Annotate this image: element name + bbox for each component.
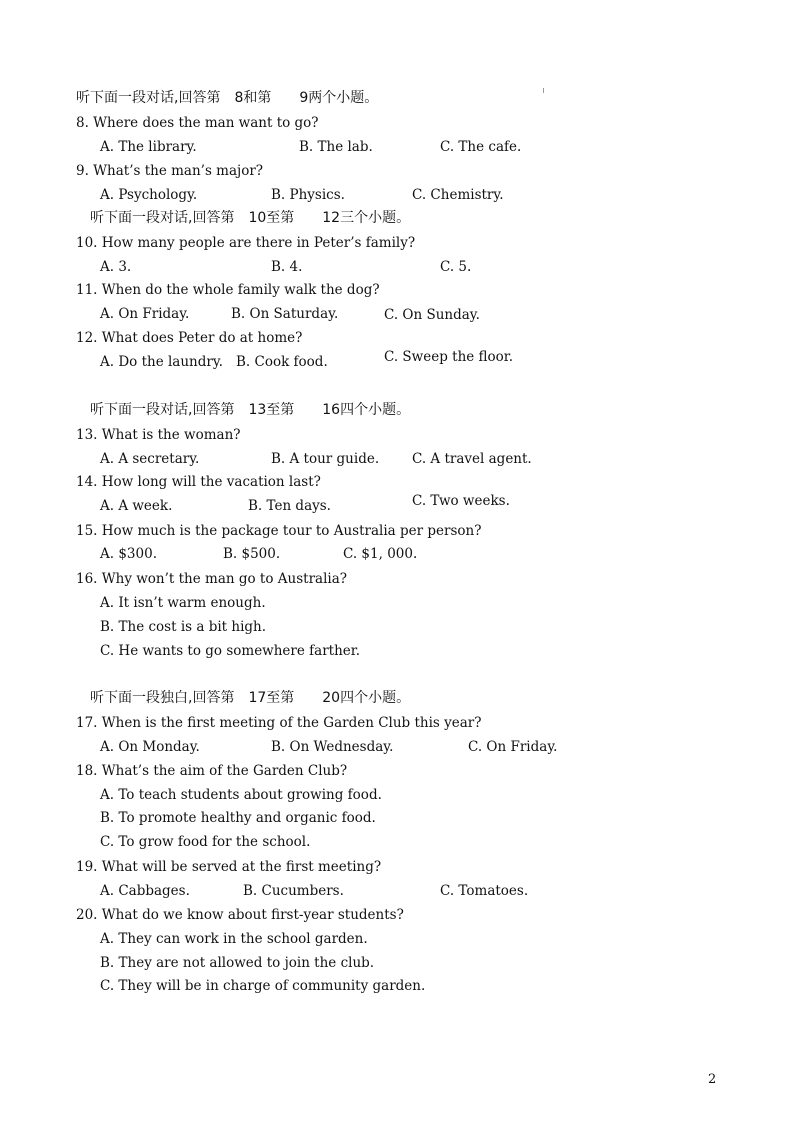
question-text: 10. How many people are there in Peter’s family?: [76, 235, 416, 251]
option-c: C. Two weeks.: [412, 493, 510, 509]
option-b: B. To promote healthy and organic food.: [100, 810, 376, 826]
question-text: 19. What will be served at the first meeting?: [76, 859, 382, 875]
question-text: 14. How long will the vacation last?: [76, 474, 321, 490]
option-b: B. On Wednesday.: [271, 739, 394, 755]
option-b: B. On Saturday.: [231, 306, 339, 322]
option-a: A. $300.: [100, 546, 157, 562]
question-text: 18. What’s the aim of the Garden Club?: [76, 763, 348, 779]
question-text: 9. What’s the man’s major?: [76, 163, 264, 179]
question-text: 11. When do the whole family walk the dog?: [76, 282, 380, 298]
option-c: C. $1, 000.: [343, 546, 418, 562]
option-a: A. To teach students about growing food.: [100, 787, 382, 803]
option-c: C. On Sunday.: [384, 307, 480, 323]
option-b: B. They are not allowed to join the club.: [100, 955, 375, 971]
option-a: A. Cabbages.: [100, 883, 190, 899]
option-a: A. On Monday.: [100, 739, 200, 755]
option-c: C. Chemistry.: [412, 187, 504, 203]
question-text: 8. Where does the man want to go?: [76, 115, 319, 131]
option-c: C. On Friday.: [468, 739, 558, 755]
section-header: 听下面一段独白,回答第 17至第 20四个小题。: [90, 690, 411, 706]
option-c: C. A travel agent.: [412, 451, 532, 467]
page-number: 2: [708, 1072, 717, 1087]
option-c: C. The cafe.: [440, 139, 522, 155]
option-a: A. Psychology.: [100, 187, 198, 203]
question-text: 20. What do we know about first-year students?: [76, 907, 404, 923]
section-header: 听下面一段对话,回答第 13至第 16四个小题。: [90, 402, 411, 418]
option-b: B. A tour guide.: [271, 451, 380, 467]
option-a: A. They can work in the school garden.: [100, 931, 368, 947]
option-b: B. Cook food.: [236, 354, 328, 370]
option-a: A. It isn’t warm enough.: [100, 595, 266, 611]
option-a: A. Do the laundry.: [100, 354, 223, 370]
question-text: 15. How much is the package tour to Australia per person?: [76, 523, 482, 539]
option-b: B. Ten days.: [248, 498, 331, 514]
option-b: B. $500.: [223, 546, 281, 562]
option-b: B. 4.: [271, 259, 303, 275]
question-text: 13. What is the woman?: [76, 427, 241, 443]
option-a: A. The library.: [100, 139, 197, 155]
option-a: A. On Friday.: [100, 306, 190, 322]
option-b: B. The lab.: [299, 139, 373, 155]
section-header: 听下面一段对话,回答第 8和第 9两个小题。: [76, 90, 379, 106]
question-text: 16. Why won’t the man go to Australia?: [76, 571, 347, 587]
question-text: 17. When is the first meeting of the Garden Club this year?: [76, 715, 482, 731]
option-c: C. To grow food for the school.: [100, 834, 311, 850]
option-c: C. They will be in charge of community garden.: [100, 978, 426, 994]
option-b: B. The cost is a bit high.: [100, 619, 267, 635]
option-b: B. Physics.: [271, 187, 345, 203]
option-c: C. Tomatoes.: [440, 883, 529, 899]
option-c: C. 5.: [440, 259, 472, 275]
option-a: A. A week.: [100, 498, 173, 514]
option-b: B. Cucumbers.: [243, 883, 344, 899]
option-c: C. Sweep the floor.: [384, 349, 514, 365]
option-a: A. 3.: [100, 259, 132, 275]
option-c: C. He wants to go somewhere farther.: [100, 643, 361, 659]
scan-mark: [543, 88, 544, 93]
section-header: 听下面一段对话,回答第 10至第 12三个小题。: [90, 210, 411, 226]
question-text: 12. What does Peter do at home?: [76, 330, 303, 346]
option-a: A. A secretary.: [100, 451, 200, 467]
